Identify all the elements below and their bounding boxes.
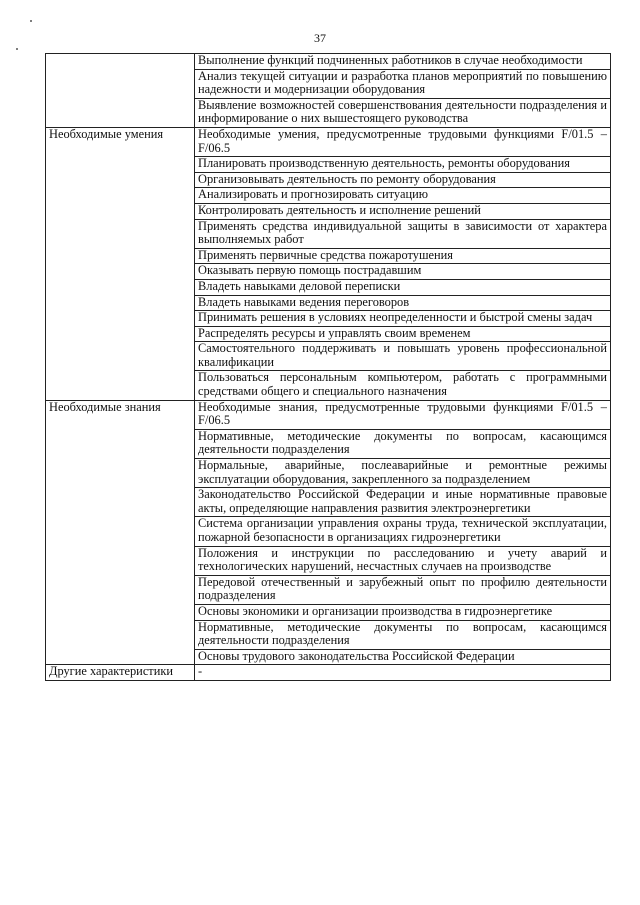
section-item: Положения и инструкции по расследованию и учету аварий и технологических нарушений, несчастных случаев на производстве <box>195 546 611 575</box>
section-item: Необходимые знания, предусмотренные трудовыми функциями F/01.5 – F/06.5 <box>195 400 611 429</box>
section-item: Планировать производственную деятельность, ремонты оборудования <box>195 157 611 173</box>
section-item: Необходимые умения, предусмотренные трудовыми функциями F/01.5 – F/06.5 <box>195 127 611 156</box>
section-item: Контролировать деятельность и исполнение решений <box>195 203 611 219</box>
section-item: Законодательство Российской Федерации и иные нормативные правовые акты, определяющие направления развития электроэнергетики <box>195 488 611 517</box>
section-item: Основы трудового законодательства Российской Федерации <box>195 649 611 665</box>
section-item: Нормативные, методические документы по вопросам, касающимся деятельности подразделения <box>195 429 611 458</box>
scan-speck <box>30 20 32 22</box>
section-item: Самостоятельного поддерживать и повышать уровень профессиональной квалификации <box>195 342 611 371</box>
section-item: Применять средства индивидуальной защиты в зависимости от характера выполняемых работ <box>195 219 611 248</box>
section-item: Владеть навыками деловой переписки <box>195 279 611 295</box>
table-row <box>46 127 611 156</box>
qualification-table <box>45 53 611 681</box>
section-item: Система организации управления охраны труда, технической эксплуатации, пожарной безопасности в организациях гидроэнергетики <box>195 517 611 546</box>
section-item: Принимать решения в условиях неопределенности и быстрой смены задач <box>195 311 611 327</box>
section-item: Нормативные, методические документы по вопросам, касающимся деятельности подразделения <box>195 620 611 649</box>
section-item: Основы экономики и организации производства в гидроэнергетике <box>195 604 611 620</box>
section-label: Необходимые знания <box>46 400 195 665</box>
section-item: Анализировать и прогнозировать ситуацию <box>195 188 611 204</box>
section-item: Передовой отечественный и зарубежный опыт по профилю деятельности подразделения <box>195 575 611 604</box>
table-row <box>46 400 611 429</box>
section-item: Оказывать первую помощь пострадавшим <box>195 264 611 280</box>
section-item: Применять первичные средства пожаротушения <box>195 248 611 264</box>
section-item: Распределять ресурсы и управлять своим временем <box>195 326 611 342</box>
page-number: 37 <box>314 31 326 45</box>
section-item: Организовывать деятельность по ремонту оборудования <box>195 172 611 188</box>
section-item: Нормальные, аварийные, послеаварийные и ремонтные режимы эксплуатации оборудования, закрепленного за подразделением <box>195 459 611 488</box>
section-item: Выявление возможностей совершенствования деятельности подразделения и информирование о них вышестоящего руководства <box>195 98 611 127</box>
section-item: Анализ текущей ситуации и разработка планов мероприятий по повышению надежности и модернизации оборудования <box>195 69 611 98</box>
section-label: Необходимые умения <box>46 127 195 400</box>
section-item: Выполнение функций подчиненных работников в случае необходимости <box>195 54 611 70</box>
section-item: Пользоваться персональным компьютером, работать с программными средствами общего и специального назначения <box>195 371 611 400</box>
section-item: - <box>195 665 611 681</box>
table-row <box>46 665 611 681</box>
table-row <box>46 54 611 70</box>
qualification-table-body <box>46 54 611 681</box>
scan-speck <box>16 48 18 50</box>
section-label <box>46 54 195 128</box>
section-item: Владеть навыками ведения переговоров <box>195 295 611 311</box>
section-label: Другие характеристики <box>46 665 195 681</box>
